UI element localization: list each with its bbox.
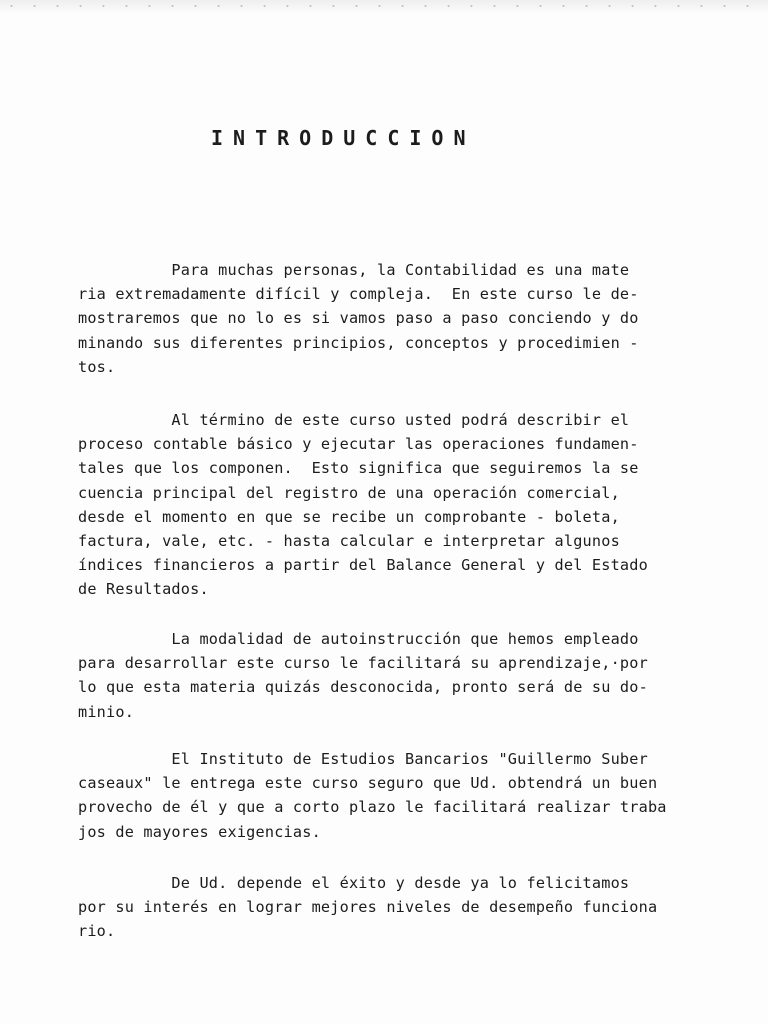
text-line: Para muchas personas, la Contabilidad es una mate	[78, 261, 630, 279]
text-line: rio.	[78, 922, 116, 941]
text-line: minio.	[78, 702, 135, 721]
text-line: provecho de él y que a corto plazo le facilitará realizar traba	[78, 798, 667, 817]
text-line: caseaux" le entrega este curso seguro que Ud. obtendrá un buen	[78, 774, 658, 793]
scan-noise	[0, 4, 768, 8]
page-title: INTRODUCCION	[211, 126, 476, 150]
paragraph-modality	[78, 627, 648, 724]
paragraph-intro	[78, 258, 639, 379]
text-line: Al término de este curso usted podrá describir el	[78, 411, 630, 429]
text-line: ria extremadamente difícil y compleja. En este curso le de-	[78, 285, 639, 304]
text-line: mostraremos que no lo es si vamos paso a paso conciendo y do	[78, 309, 639, 328]
paragraph-closing	[78, 871, 657, 944]
text-line: índices financieros a partir del Balance General y del Estado	[78, 556, 648, 575]
text-line: proceso contable básico y ejecutar las operaciones fundamen-	[78, 435, 639, 454]
text-line: factura, vale, etc. - hasta calcular e interpretar algunos	[78, 532, 620, 551]
text-line: cuencia principal del registro de una operación comercial,	[78, 483, 620, 502]
text-line: minando sus diferentes principios, conceptos y procedimien -	[78, 333, 639, 352]
text-line: De Ud. depende el éxito y desde ya lo felicitamos	[78, 874, 630, 892]
text-line: El Instituto de Estudios Bancarios "Guillermo Suber	[78, 750, 648, 768]
text-line: jos de mayores exigencias.	[78, 822, 321, 841]
text-line: por su interés en lograr mejores niveles de desempeño funciona	[78, 898, 658, 917]
text-line: tos.	[78, 357, 116, 376]
text-line: de Resultados.	[78, 580, 209, 599]
text-line: desde el momento en que se recibe un comprobante - boleta,	[78, 507, 620, 526]
paragraph-institute	[78, 747, 667, 844]
text-line: lo que esta materia quizás desconocida, pronto será de su do-	[78, 678, 648, 697]
text-line: La modalidad de autoinstrucción que hemos empleado	[78, 630, 639, 648]
text-line: tales que los componen. Esto significa que seguiremos la se	[78, 459, 639, 478]
paragraph-objectives	[78, 408, 648, 602]
text-line: para desarrollar este curso le facilitará su aprendizaje,·por	[78, 654, 648, 673]
